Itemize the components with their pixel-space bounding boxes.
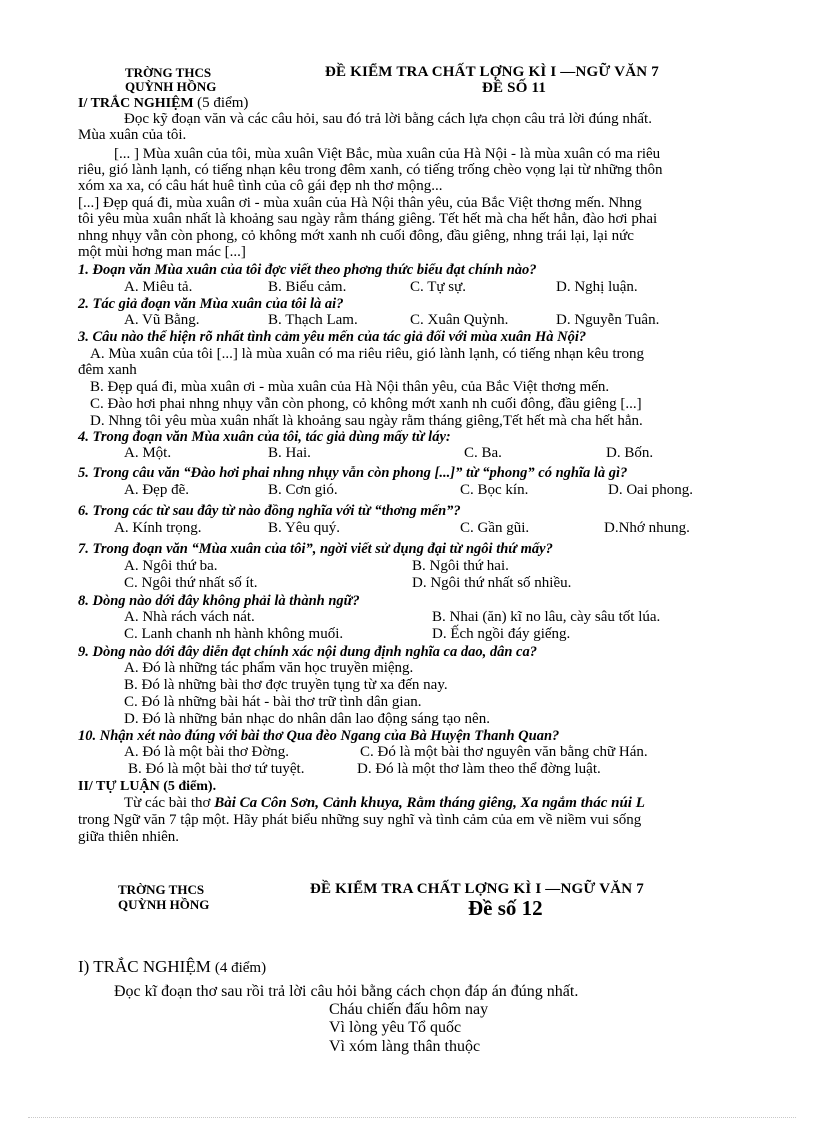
answer-d: D. Oai phong. (608, 482, 693, 498)
question-4: 4. Trong đoạn văn Mùa xuân của tôi, tác giả dùng mấy từ láy: (78, 429, 451, 445)
school-name-line1: TRỜNG THCS (125, 65, 212, 80)
answer-c: C. Lanh chanh nh hành không muối. (124, 626, 344, 642)
essay-line: trong Ngữ văn 7 tập một. Hãy phát biểu những suy nghĩ và tình cảm của em về niềm vui sống (78, 812, 642, 828)
answer-d: D. Nhng tôi yêu mùa xuân nhất là khoảng sau ngày rằm tháng giêng,Tết hết mà cha hết hẳn. (90, 413, 643, 429)
answer-a: A. Mùa xuân của tôi [...] là mùa xuân có ma riêu riêu, gió lành lạnh, có tiếng nhạn kêu trong (90, 346, 645, 362)
answer-c: C. Ba. (464, 445, 502, 461)
answer-a: A. Kính trọng. (114, 520, 202, 536)
part1-points: (5 điểm) (197, 95, 249, 111)
answer-a: A. Đó là một bài thơ Đờng. (124, 744, 290, 760)
answer-d: D. Nghị luận. (556, 279, 638, 295)
answer-b: B. Biểu cảm. (268, 279, 347, 295)
passage-source: Mùa xuân của tôi. (78, 127, 187, 143)
answer-a: A. Nhà rách vách nát. (124, 609, 255, 625)
part1-heading-text: I) TRẮC NGHIỆM (78, 957, 211, 976)
answer-b: B. Nhai (ăn) kĩ no lâu, cày sâu tốt lúa. (432, 609, 661, 625)
answer-b: B. Thạch Lam. (268, 312, 358, 328)
essay-line: giữa thiên nhiên. (78, 829, 180, 845)
passage-line: xóm xa xa, có câu hát huê tình của cô gái đẹp nh thơ mộng... (78, 178, 443, 194)
poem-line: Cháu chiến đấu hôm nay (329, 1001, 489, 1018)
passage-line: một mùi hơng man mác [...] (78, 244, 246, 260)
answer-d: D. Đó là một thơ làm theo thể đờng luật. (357, 761, 601, 777)
essay-intro: Từ các bài thơ (124, 795, 211, 811)
passage-line: riêu, gió lành lạnh, có tiếng nhạn kêu trong đêm xanh, có tiếng trống chèo vọng lại từ những thôn (78, 162, 663, 178)
instruction: Đọc kỹ đoạn văn và các câu hỏi, sau đó trả lời bằng cách lựa chọn câu trả lời đúng nhất. (124, 111, 652, 127)
answer-b: B. Hai. (268, 445, 311, 461)
answer-d: D. Đó là những bản nhạc do nhân dân lao động sáng tạo nên. (124, 711, 490, 727)
answer-a: A. Miêu tả. (124, 279, 193, 295)
answer-c: C. Tự sự. (410, 279, 466, 295)
answer-b: B. Đó là những bài thơ đợc truyền tụng từ xa đến nay. (124, 677, 448, 693)
answer-d: D. Ngôi thứ nhất số nhiều. (412, 575, 572, 591)
school-name-line1: TRỜNG THCS (118, 882, 205, 897)
answer-c: C. Xuân Quỳnh. (410, 312, 509, 328)
answer-a: A. Đó là những tác phẩm văn học truyền miệng. (124, 660, 414, 676)
answer-d: D. Bốn. (606, 445, 654, 461)
question-8: 8. Dòng nào dới đây không phải là thành ngữ? (78, 593, 360, 609)
exam-title: ĐỀ KIỂM TRA CHẤT LỢNG KÌ I —NGỮ VĂN 7 (325, 64, 659, 80)
answer-c: C. Ngôi thứ nhất số ít. (124, 575, 258, 591)
essay-prompt (124, 796, 645, 811)
school-name-line2: QUỲNH HỒNG (125, 79, 217, 94)
question-2: 2. Tác giả đoạn văn Mùa xuân của tôi là ai? (78, 296, 344, 312)
answer-d: D. Ếch ngồi đáy giếng. (432, 626, 571, 642)
answer-a: A. Vũ Bằng. (124, 312, 200, 328)
answer-a-cont: đêm xanh (78, 362, 137, 378)
passage-line: [...] Đẹp quá đi, mùa xuân ơi - mùa xuân của Hà Nội thân yêu, của Bắc Việt thơng mến. Nhng (78, 195, 642, 211)
exam-number: Đề số 12 (468, 896, 543, 920)
question-6: 6. Trong các từ sau đây từ nào đồng nghĩa với từ “thơng mến”? (78, 503, 461, 519)
part2-heading (78, 780, 216, 794)
answer-c: C. Đào hơi phai nhng nhụy vẫn còn phong, cỏ không mớt xanh nh cuối đông, đầu giêng [...] (90, 396, 642, 412)
answer-a: A. Một. (124, 445, 172, 461)
answer-c: C. Đó là một bài thơ nguyên văn bằng chữ Hán. (360, 744, 648, 760)
answer-b: B. Ngôi thứ hai. (412, 558, 509, 574)
question-9: 9. Dòng nào dới đây diễn đạt chính xác nội dung định nghĩa ca dao, dân ca? (78, 644, 537, 660)
part1-heading-text: I/ TRẮC NGHIỆM (78, 96, 194, 111)
answer-b: B. Đẹp quá đi, mùa xuân ơi - mùa xuân của Hà Nội thân yêu, của Bắc Việt thơng mến. (90, 379, 610, 395)
instruction: Đọc kĩ đoạn thơ sau rồi trả lời câu hỏi bằng cách chọn đáp án đúng nhất. (114, 983, 579, 1000)
answer-b: B. Cơn gió. (268, 482, 338, 498)
question-7: 7. Trong đoạn văn “Mùa xuân của tôi”, ngời viết sử dụng đại từ ngôi thứ mấy? (78, 541, 553, 557)
question-3: 3. Câu nào thể hiện rõ nhất tình cảm yêu mến của tác giả đối với mùa xuân Hà Nội? (78, 329, 587, 345)
answer-c: C. Gần gũi. (460, 520, 530, 536)
answer-c: C. Bọc kín. (460, 482, 529, 498)
passage-line: nhng nhụy vẫn còn phong, cỏ không mớt xanh nh cuối đông, đầu giêng, nhng trái lại, lại nức (78, 228, 634, 244)
answer-b: B. Đó là một bài thơ tứ tuyệt. (128, 761, 305, 777)
poem-line: Vì lòng yêu Tổ quốc (329, 1019, 462, 1036)
passage-line: [... ] Mùa xuân của tôi, mùa xuân Việt Bắc, mùa xuân của Hà Nội - là mùa xuân có ma riêu (114, 146, 661, 162)
part1-heading (78, 958, 266, 976)
poem-line: Vì xóm làng thân thuộc (329, 1038, 481, 1055)
exam-title: ĐỀ KIỂM TRA CHẤT LỢNG KÌ I —NGỮ VĂN 7 (310, 881, 644, 897)
question-10: 10. Nhận xét nào đúng với bài thơ Qua đèo Ngang của Bà Huyện Thanh Quan? (78, 728, 560, 744)
exam-number: ĐỀ SỐ 11 (482, 80, 547, 96)
part2-heading-text: II/ TỰ LUẬN (78, 779, 160, 794)
school-name-line2: QUỲNH HỒNG (118, 897, 210, 912)
page-bottom-divider (28, 1117, 796, 1118)
part2-points: (5 điểm). (163, 779, 217, 794)
answer-c: C. Đó là những bài hát - bài thơ trữ tình dân gian. (124, 694, 422, 710)
answer-d: D.Nhớ nhung. (604, 520, 690, 536)
answer-d: D. Nguyễn Tuân. (556, 312, 660, 328)
essay-titles: Bài Ca Côn Sơn, Cảnh khuya, Rằm tháng giêng, Xa ngắm thác núi L (214, 795, 645, 811)
question-5: 5. Trong câu văn “Đào hơi phai nhng nhụy vẫn còn phong [...]” từ “phong” có nghĩa là gì? (78, 465, 628, 481)
answer-a: A. Đẹp đẽ. (124, 482, 189, 498)
passage-line: tôi yêu mùa xuân nhất là khoảng sau ngày rằm tháng giêng. Tết hết mà cha hết hẳn, đào hơi phai (78, 211, 658, 227)
part1-heading (78, 96, 248, 111)
part1-points: (4 điểm) (214, 960, 267, 976)
answer-a: A. Ngôi thứ ba. (124, 558, 218, 574)
answer-b: B. Yêu quý. (268, 520, 340, 536)
question-1: 1. Đoạn văn Mùa xuân của tôi đợc viết theo phơng thức biểu đạt chính nào? (78, 262, 537, 278)
